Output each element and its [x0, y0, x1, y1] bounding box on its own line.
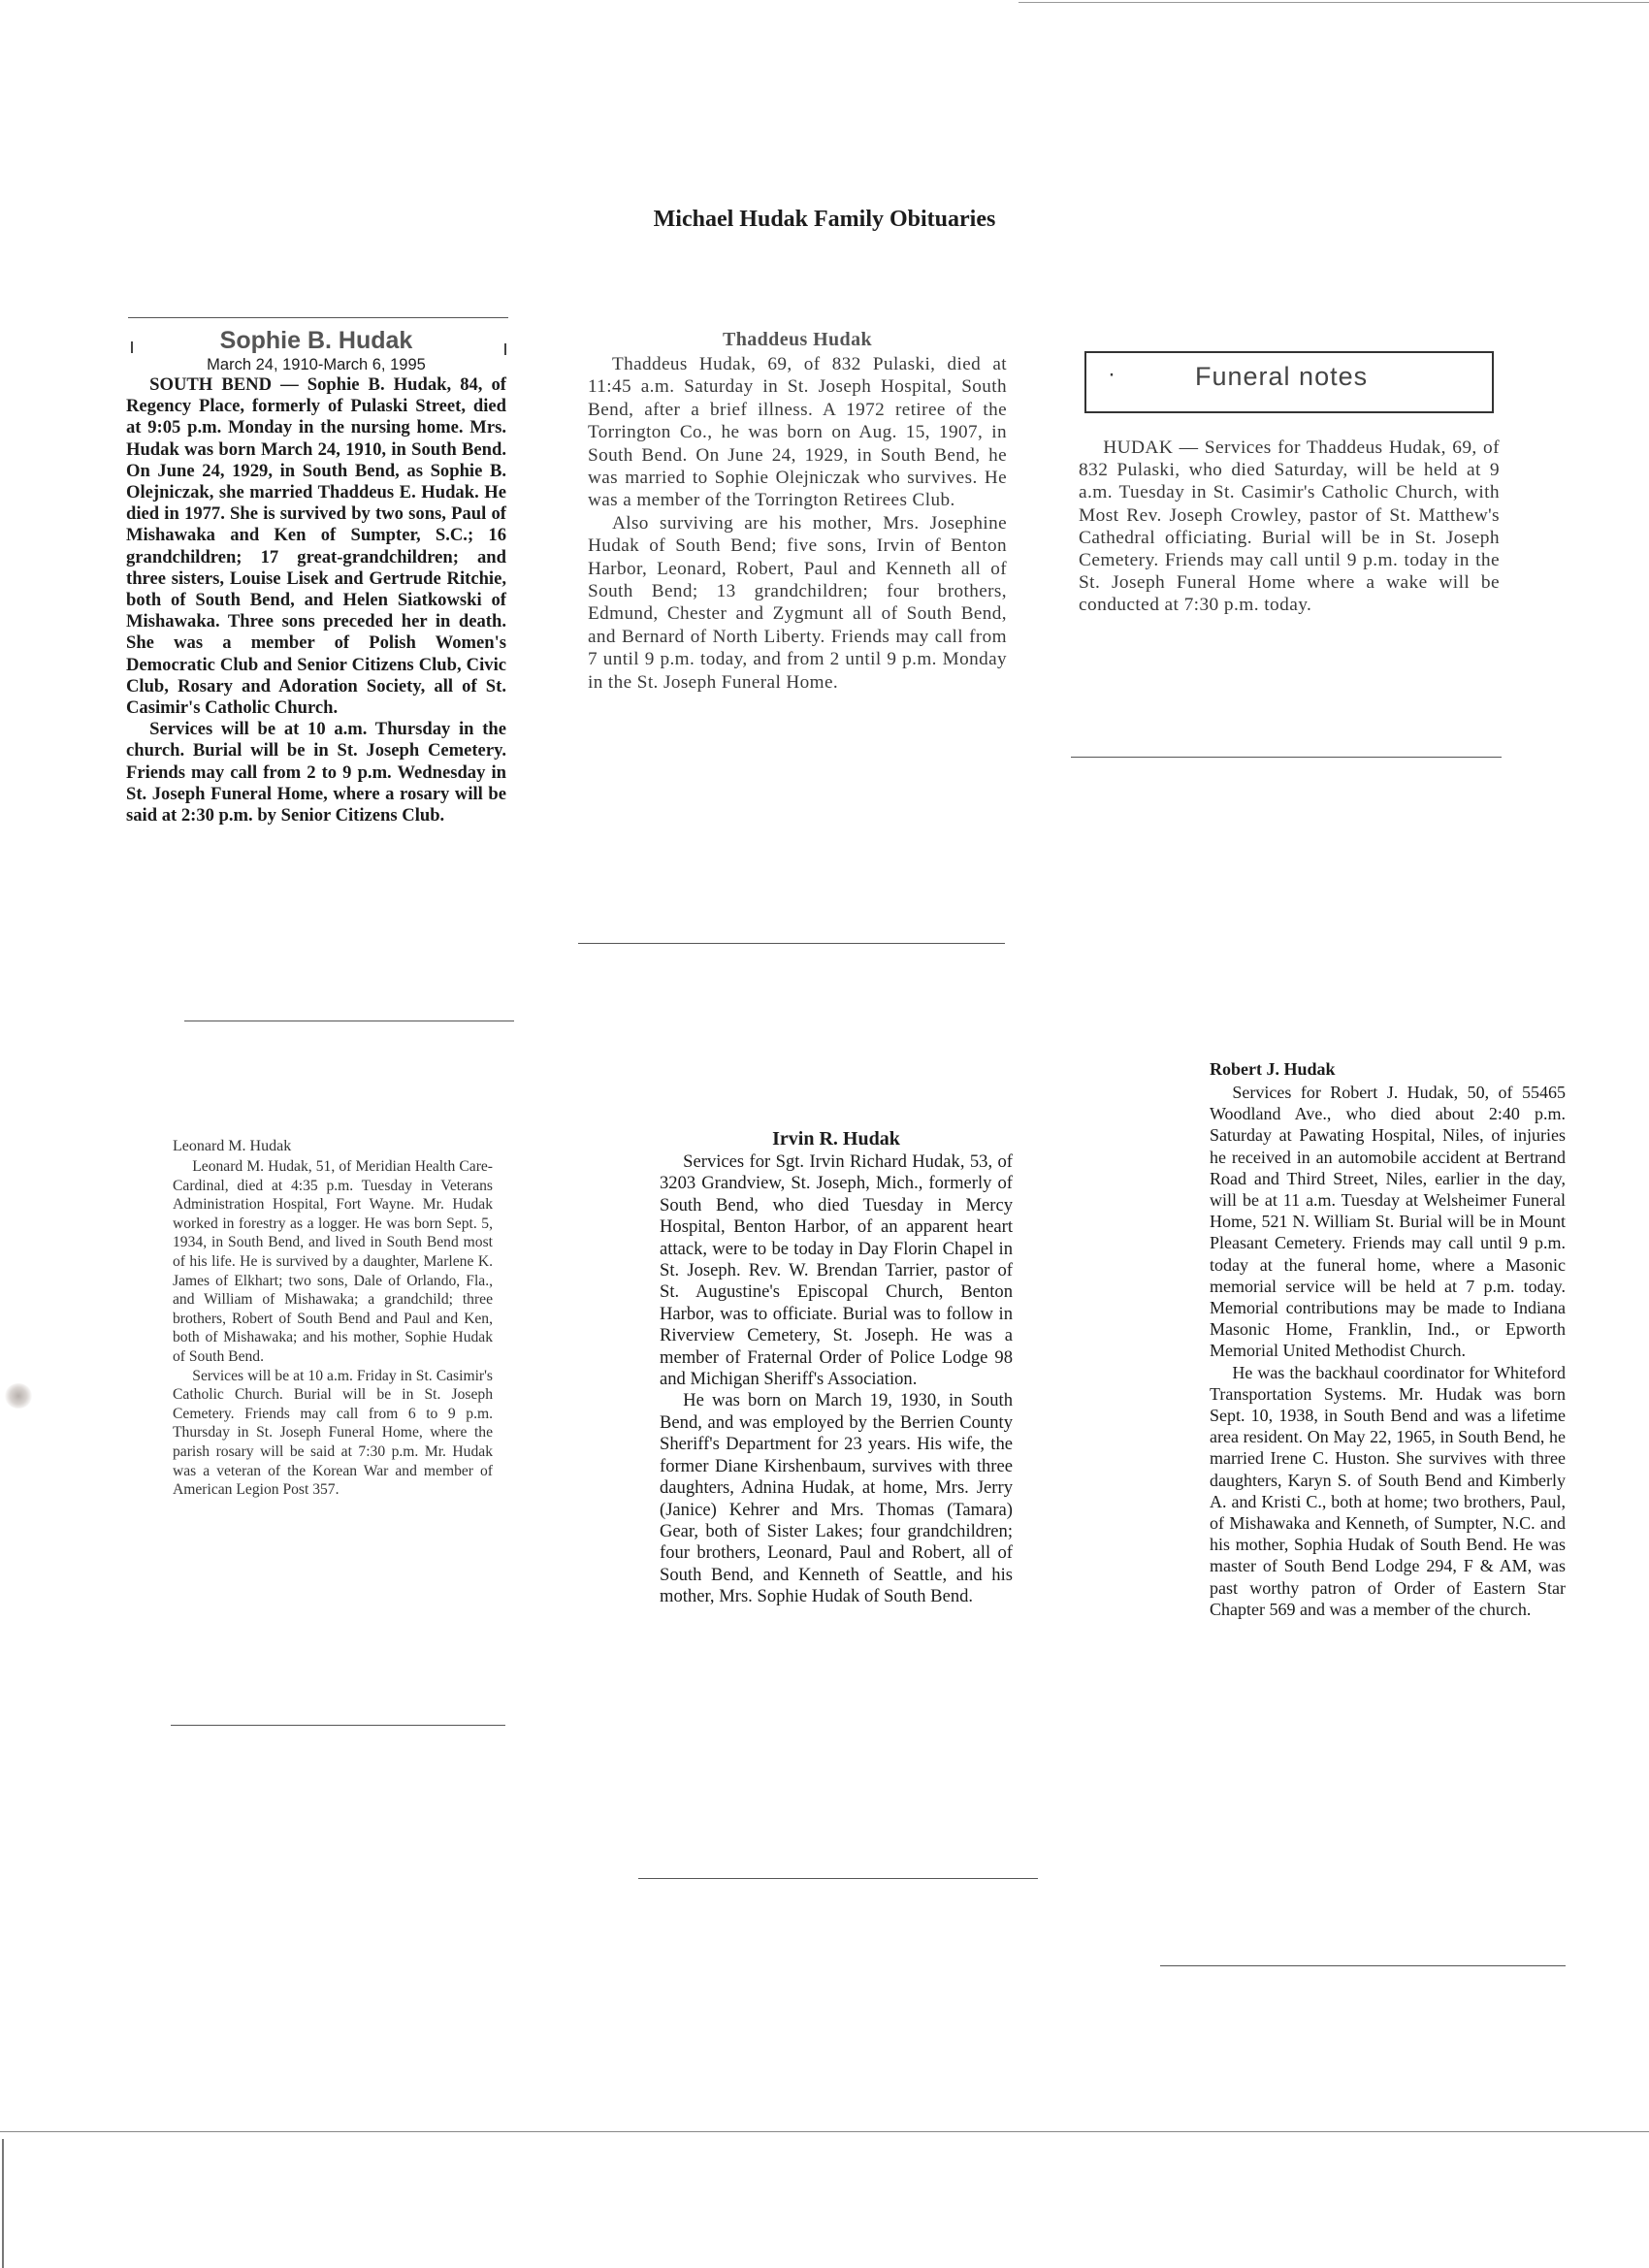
clipping-edge [578, 943, 1005, 944]
obituary-leonard-m-hudak [173, 1136, 493, 1500]
obituary-heading: Irvin R. Hudak [772, 1128, 900, 1150]
box-mark: · [1108, 361, 1116, 387]
obituary-paragraph: Leonard M. Hudak, 51, of Meridian Health Care-Cardinal, died at 4:35 p.m. Tuesday in Veterans Administration Hospital, Fort Wayne. Mr. Hudak worked in forestry as a logger. He was born Sept. 5, 1934, in South Bend, and lived in South Bend most of his life. He is survived by a daughter, Marlene K. James of Elkhart; two sons, Dale of Orlando, Fla., and William of Mishawaka; a grandchild; three brothers, Robert of South Bend and Paul and Ken, both of Mishawaka; and his mother, Sophie Hudak of South Bend. [173, 1158, 493, 1365]
clipping-edge [1160, 1965, 1566, 1966]
funeral-notes-label: Funeral notes [1195, 362, 1369, 391]
obituary-dates: March 24, 1910-March 6, 1995 [207, 356, 426, 373]
obituary-heading: Thaddeus Hudak [722, 329, 873, 350]
obituary-sophie-hudak [126, 326, 506, 826]
clipping-edge [171, 1725, 505, 1726]
obituary-paragraph: SOUTH BEND — Sophie B. Hudak, 84, of Regency Place, formerly of Pulaski Street, died at 9:05 p.m. Monday in the nursing home. Mrs. Hudak was born March 24, 1910, in South Bend. On June 24, 1929, in South Bend, as Sophie B. Olejniczak, she married Thaddeus E. Hudak. He died in 1977. She is survived by two sons, Paul of Mishawaka and Ken of Sumpter, S.C.; 16 grandchildren; 17 great-grandchildren; and three sisters, Louise Lisek and Gertrude Ritchie, both of South Bend, and Helen Siatkowski of Mishawaka. Three sons preceded her in death. She was a member of Polish Women's Democratic Club and Senior Citizens Club, Civic Club, Rosary and Adoration Society, all of St. Casimir's Catholic Church. [126, 374, 506, 719]
obituary-paragraph: Also surviving are his mother, Mrs. Josephine Hudak of South Bend; five sons, Irvin of Benton Harbor, Leonard, Robert, Paul and Kenneth all of South Bend; 13 grandchildren; four brothers, Edmund, Chester and Zygmunt all of South Bend, and Bernard of North Liberty. Friends may call from 7 until 9 p.m. today, and from 2 until 9 p.m. Monday in the St. Joseph Funeral Home. [588, 512, 1007, 693]
funeral-notes-heading-box [1084, 351, 1494, 413]
funeral-notes-thaddeus-hudak [1079, 351, 1500, 617]
obituary-heading: Sophie B. Hudak [219, 327, 413, 354]
page-title: Michael Hudak Family Obituaries [653, 207, 996, 232]
obituary-thaddeus-hudak [588, 326, 1007, 694]
obituary-paragraph: Services will be at 10 a.m. Thursday in the church. Burial will be in St. Joseph Cemetery. Friends may call from 2 to 9 p.m. Wednesday in St. Joseph Funeral Home, where a rosary will be said at 2:30 p.m. by Senior Citizens Club. [126, 719, 506, 826]
obituary-paragraph: Services for Robert J. Hudak, 50, of 55465 Woodland Ave., who died about 2:40 p.m. Saturday at Pawating Hospital, Niles, of injuries he received in an automobile accident at Bertrand Road and Third Street, Niles, earlier in the day, will be at 11 a.m. Tuesday at Welsheimer Funeral Home, 521 N. William St. Burial will be in Mount Pleasant Cemetery. Friends may call until 9 p.m. today at the funeral home, where a Masonic memorial service will be held at 7 p.m. today. Memorial contributions may be made to Indiana Masonic Home, Franklin, Ind., or Epworth Memorial United Methodist Church. [1210, 1083, 1566, 1361]
clipping-edge [128, 317, 508, 318]
obituary-robert-j-hudak [1210, 1056, 1566, 1620]
obituary-irvin-r-hudak [660, 1126, 1013, 1608]
obituary-paragraph: Services for Sgt. Irvin Richard Hudak, 53, of 3203 Grandview, St. Joseph, Mich., formerly of South Bend, who died Tuesday in Mercy Hospital, Benton Harbor, of an apparent heart attack, were to be today in Day Florin Chapel in St. Joseph. Rev. W. Brendan Tarrier, pastor of St. Augustine's Episcopal Church, Benton Harbor, was to officiate. Burial was to follow in Riverview Cemetery, St. Joseph. He was a member of Fraternal Order of Police Lodge 98 and Michigan Sheriff's Association. [660, 1151, 1013, 1390]
obituary-paragraph: Thaddeus Hudak, 69, of 832 Pulaski, died at 11:45 a.m. Saturday in St. Joseph Hospital, South Bend, after a brief illness. A 1972 retiree of the Torrington Co., he was born on Aug. 15, 1907, in South Bend. On June 24, 1929, in South Bend, he was married to Sophie Olejniczak who survives. He was a member of the Torrington Retirees Club. [588, 354, 1007, 511]
obituary-paragraph: Services will be at 10 a.m. Friday in St. Casimir's Catholic Church. Burial will be in St. Joseph Cemetery. Friends may call from 6 to 9 p.m. Thursday in St. Joseph Funeral Home, where the parish rosary will be said at 7:30 p.m. Mr. Hudak was a veteran of the Korean War and member of American Legion Post 357. [173, 1367, 493, 1499]
obituary-heading: Leonard M. Hudak [173, 1138, 292, 1154]
scan-edge [1018, 2, 1649, 3]
clipping-edge [638, 1878, 1038, 1879]
obituary-heading: Robert J. Hudak [1210, 1059, 1336, 1079]
scan-smudge [5, 1383, 32, 1409]
obituary-paragraph: He was the backhaul coordinator for Whiteford Transportation Systems. Mr. Hudak was born Sept. 10, 1938, in South Bend and was a lifetime area resident. On May 22, 1965, in South Bend, he married Irene C. Huston. She survives with three daughters, Karyn S. of South Bend and Kimberly A. and Kristi C., both at home; two brothers, Paul, of Mishawaka and Kenneth, of Sumpter, N.C. and his mother, Sophia Hudak of South Bend. He was master of South Bend Lodge 294, F & AM, was past worthy patron of Order of Eastern Star Chapter 569 and was a member of the church. [1210, 1362, 1566, 1619]
clipping-edge [1071, 757, 1502, 758]
obituary-paragraph: He was born on March 19, 1930, in South Bend, and was employed by the Berrien County Sheriff's Department for 23 years. His wife, the former Diane Kirshenbaum, survives with three daughters, Adnina Hudak, at home, Mrs. Jerry (Janice) Kehrer and Mrs. Thomas (Tamara) Gear, both of Sister Lakes; four grandchildren; four brothers, Leonard, Paul and Robert, all of South Bend, and Kenneth of Seattle, and his mother, Mrs. Sophie Hudak of South Bend. [660, 1390, 1013, 1607]
scan-edge [0, 2131, 1649, 2132]
scan-edge [2, 2139, 4, 2268]
funeral-notice-paragraph: HUDAK — Services for Thaddeus Hudak, 69, of 832 Pulaski, who died Saturday, will be held at 9 a.m. Tuesday in St. Casimir's Catholic Church, with Most Rev. Joseph Crowley, pastor of St. Matthew's Cathedral officiating. Burial will be in St. Joseph Cemetery. Friends may call until 9 p.m. today in the St. Joseph Funeral Home where a wake will be conducted at 7:30 p.m. today. [1079, 437, 1500, 616]
